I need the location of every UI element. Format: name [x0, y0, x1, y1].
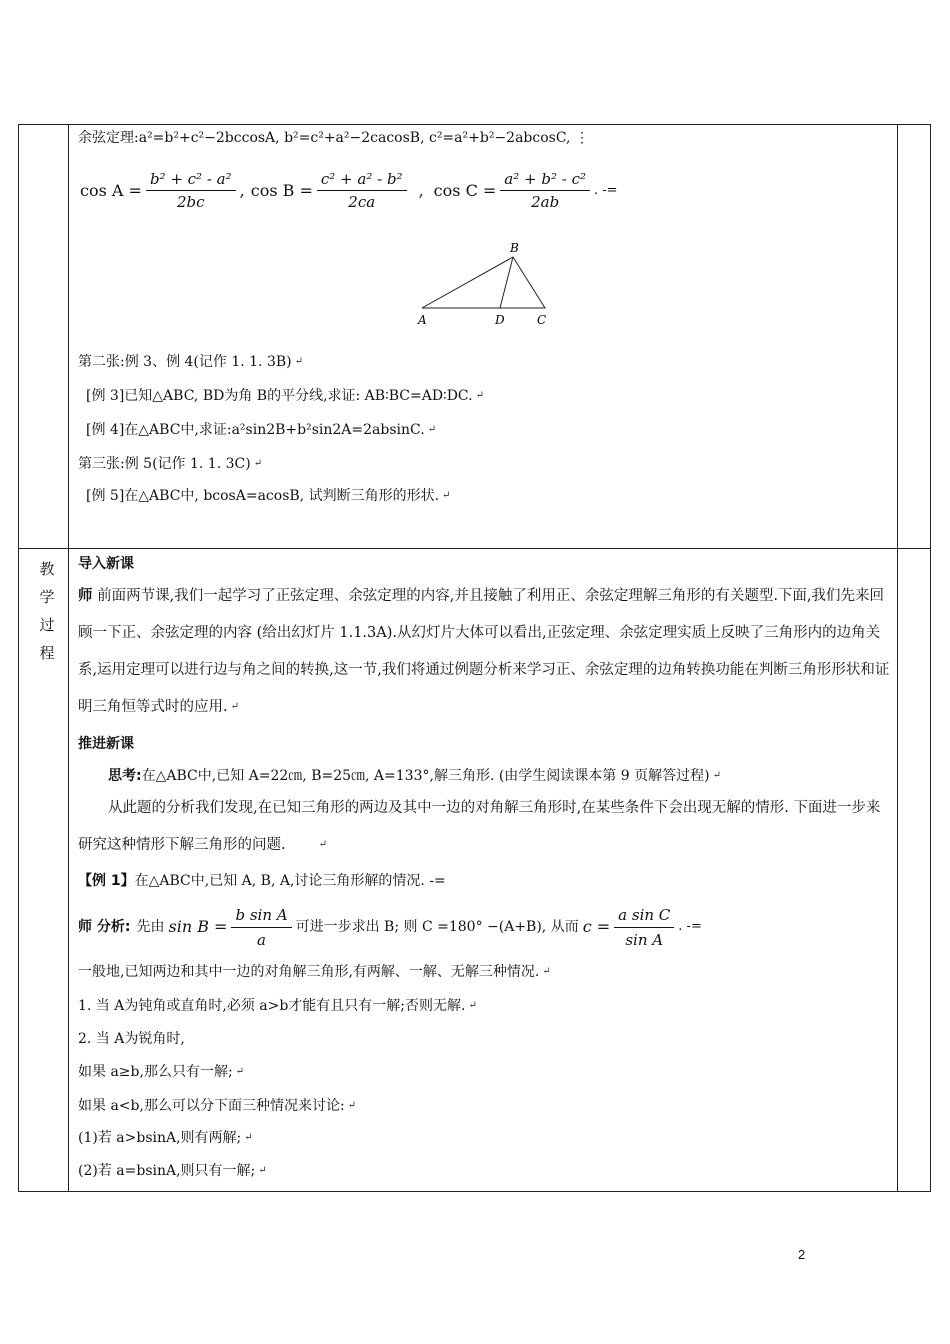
return-mark-icon: ↵: [347, 1100, 357, 1111]
label-B: B: [510, 241, 519, 255]
table-border-right: [930, 124, 931, 1192]
triangle-figure: [410, 238, 560, 330]
cosine-formulas: cos A = $\frac{\text{b² + c² - a²}}{2bc}$ , cos B = $\frac{\text{c² + a² - b²}}{2ca}$ , cos C = $\frac{\text{a² + b² - c²}}{2ab}$ . -=: [80, 170, 618, 211]
formula-cosC-lhs: cos C =: [433, 181, 497, 200]
formula-cosA-lhs: cos A =: [80, 181, 142, 200]
return-mark-icon: ↵: [235, 1066, 245, 1077]
table-border-bottom: [18, 1191, 931, 1192]
label-A: A: [418, 313, 427, 327]
table-divider-2: [897, 124, 898, 1192]
return-mark-icon: ↵: [244, 1132, 253, 1143]
return-mark-icon: ↵: [468, 1000, 477, 1011]
example4-line: [例 4]在△ABC中,求证:a²sin2B+b²sin2A=2absinC. ↵: [86, 420, 442, 440]
sub2-line: (2)若 a=bsinA,则只有一解; ↵: [78, 1161, 272, 1181]
return-mark-icon: ↵: [258, 1165, 267, 1176]
return-mark-icon: ↵: [318, 839, 327, 850]
example1-line: 【例 1】在△ABC中,已知 A, B, A,讨论三角形解的情况. -=: [78, 873, 446, 889]
cosine-law-line: 余弦定理:a²=b²+c²−2bccosA, b²=c²+a²−2cacosB, c²=a²+b²−2abcosC, ⋮: [78, 130, 589, 146]
table-border-top: [18, 124, 931, 125]
teaching-process-label: 教 学 过 程: [39, 560, 55, 662]
slide2-line: 第二张:例 3、例 4(记作 1. 1. 3B) ↵: [78, 352, 309, 372]
heading-intro: 导入新课: [78, 556, 134, 572]
analysis-line: 师 分析: 先由 sin B = $\frac{\text{b sin A}}{a}$ 可进一步求出 B; 则 C =180° −(A+B), 从而 c = $\frac{\text{a sin C}}{\text{sin A}}$ . -=: [78, 905, 702, 949]
general-line: 一般地,已知两边和其中一边的对角解三角形,有两解、一解、无解三种情况. ↵: [78, 962, 556, 982]
return-mark-icon: ↵: [475, 390, 484, 401]
case2a-line: 如果 a≥b,那么只有一解; ↵: [78, 1062, 250, 1082]
return-mark-icon: ↵: [542, 966, 551, 977]
table-border-left: [18, 124, 19, 1192]
return-mark-icon: ↵: [294, 356, 304, 367]
return-mark-icon: ↵: [230, 701, 239, 712]
sub1-line: (1)若 a>bsinA,则有两解; ↵: [78, 1128, 258, 1148]
formula-cosA-fraction: $\frac{\text{b² + c² - a²}}{2bc}$: [146, 170, 236, 211]
table-row-divider: [18, 548, 931, 549]
triangle-edge: [422, 257, 545, 308]
page-number: 2: [798, 1247, 806, 1262]
bisector-bd: [500, 257, 513, 308]
return-mark-icon: ↵: [712, 770, 721, 781]
label-D: D: [495, 313, 505, 327]
formula-cosC-fraction: $\frac{\text{a² + b² - c²}}{2ab}$: [500, 170, 590, 211]
label-C: C: [537, 313, 547, 327]
return-mark-icon: ↵: [442, 490, 451, 501]
case2-line: 2. 当 A为锐角时,: [78, 1031, 185, 1047]
formula-cosB-lhs: cos B =: [250, 181, 313, 200]
slide3-line: 第三张:例 5(记作 1. 1. 3C) ↵: [78, 454, 268, 474]
table-divider-1: [68, 124, 69, 1192]
case2b-line: 如果 a<b,那么可以分下面三种情况来讨论: ↵: [78, 1096, 362, 1116]
example3-line: [例 3]已知△ABC, BD为角 B的平分线,求证: AB∶BC=AD∶DC. ↵: [86, 386, 490, 406]
analysis-fraction-2: $\frac{\text{a sin C}}{\text{sin A}}$: [614, 905, 674, 950]
formula-cosB-fraction: $\frac{\text{c² + a² - b²}}{2ca}$: [317, 170, 407, 211]
example5-line: [例 5]在△ABC中, bcosA=acosB, 试判断三角形的形状. ↵: [86, 486, 456, 506]
observe-paragraph: 从此题的分析我们发现,在已知三角形的两边及其中一边的对角解三角形时,在某些条件下会出现无解的情形. 下面进一步来研究这种情形下解三角形的问题. ↵: [78, 800, 881, 853]
heading-advance: 推进新课: [78, 736, 134, 752]
return-mark-icon: ↵: [253, 458, 263, 469]
intro-paragraph: 师 前面两节课,我们一起学习了正弦定理、余弦定理的内容,并且接触了利用正、余弦定理解三角形的有关题型.下面,我们先来回顾一下正、余弦定理的内容 (给出幻灯片 1.1.3A).从幻灯片大体可以看出,正弦定理、余弦定理实质上反映了三角形内的边角关系,运用定理可以进行边与角之间的转换,这一节,我们将通过例题分析来学习正、余弦定理的边角转换功能在判断三角形形状和证明三角恒等式时的应用. ↵: [78, 588, 890, 715]
return-mark-icon: ↵: [427, 424, 437, 435]
analysis-fraction-1: $\frac{\text{b sin A}}{a}$: [231, 905, 291, 950]
think-line: 思考:在△ABC中,已知 A=22㎝, B=25㎝, A=133°,解三角形. (由学生阅读课本第 9 页解答过程) ↵: [108, 766, 727, 786]
case1-line: 1. 当 A为钝角或直角时,必须 a>b才能有且只有一解;否则无解. ↵: [78, 996, 482, 1016]
